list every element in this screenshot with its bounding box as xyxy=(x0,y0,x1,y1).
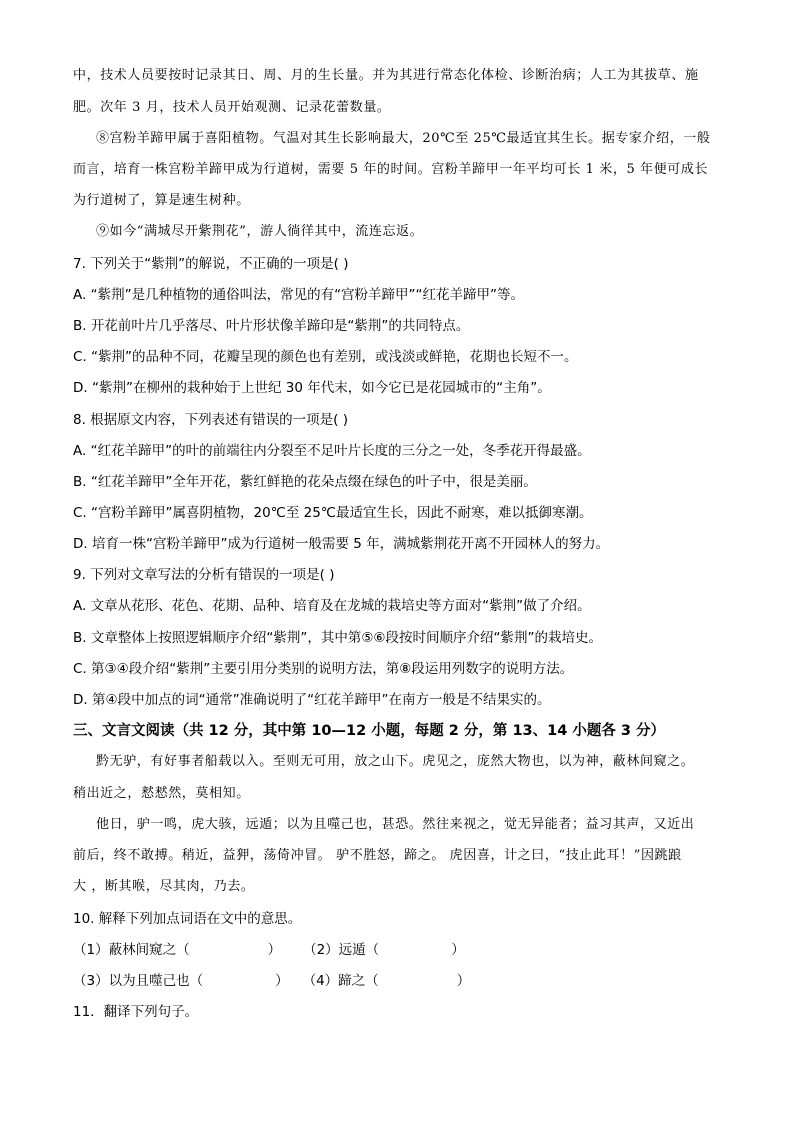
question-9-stem: 9. 下列对文章写法的分析有错误的一项是( ) xyxy=(73,567,335,583)
question-8-option-a: A. “红花羊蹄甲”的叶的前端往内分裂至不足叶片长度的三分之一处，冬季花开得最盛。 xyxy=(73,443,591,459)
question-10-item-2: （2）远遁（ xyxy=(303,942,380,958)
question-9-option-c: C. 第③④段介绍“紫荆”主要引用分类别的说明方法，第⑧段运用列数字的说明方法。 xyxy=(73,661,574,677)
classical-text: 前后，终不敢搏。稍近，益狎，荡倚冲冒。 驴不胜怒，蹄之。 虎因喜，计之曰，“技止此耳！”因跳踉 xyxy=(73,848,682,863)
question-10-stem: 10. 解释下列加点词语在文中的意思。 xyxy=(73,911,302,927)
question-10-item-3: （3）以为且噬己也（ xyxy=(73,973,204,989)
question-10-item-4: （4）蹄之（ xyxy=(302,973,379,989)
question-11-stem: 11．翻译下列句子。 xyxy=(73,1004,199,1020)
passage-text: 为行道树了，算是速生树种。 xyxy=(73,193,250,208)
passage-text: 中，技术人员要按时记录其日、周、月的生长量。并为其进行常态化体检、诊断治病；人工为其拔草、施 xyxy=(73,68,699,83)
question-7-option-c: C. “紫荆”的品种不同，花瓣呈现的颜色也有差别，或浅淡或鲜艳，花期也长短不一。 xyxy=(73,349,578,365)
passage-text: 而言，培育一株宫粉羊蹄甲成为行道树，需要 5 年的时间。宫粉羊蹄甲一年平均可长 1 米，5 年便可成长 xyxy=(73,162,709,177)
passage-text: 肥。次年 3 月，技术人员开始观测、记录花蕾数量。 xyxy=(73,100,391,115)
question-7-stem: 7. 下列关于“紫荆”的解说，不正确的一项是( ) xyxy=(73,256,349,272)
classical-text: 大 ，断其喉，尽其肉，乃去。 xyxy=(73,879,255,894)
question-9-option-d: D. 第④段中加点的词“通常”准确说明了“红花羊蹄甲”在南方一般是不结果实的。 xyxy=(73,692,551,708)
question-9-option-a: A. 文章从花形、花色、花期、品种、培育及在龙城的栽培史等方面对“紫荆”做了介绍。 xyxy=(73,598,591,614)
question-7-option-b: B. 开花前叶片几乎落尽、叶片形状像羊蹄印是“紫荆”的共同特点。 xyxy=(73,318,470,334)
passage-paragraph-9: ⑨如今“满城尽开紫荆花”，游人徜徉其中，流连忘返。 xyxy=(96,224,424,239)
question-8-option-c: C. “宫粉羊蹄甲”属喜阴植物，20℃至 25℃最适宜生长，因此不耐寒，难以抵御寒潮。 xyxy=(73,505,593,521)
classical-text-paragraph-1: 黔无驴，有好事者船载以入。至则无可用，放之山下。虎见之，庞然大物也，以为神，蔽林间窥之。 xyxy=(96,754,695,769)
question-8-option-d: D. 培育一株“宫粉羊蹄甲”成为行道树一般需要 5 年，满城紫荆花开离不开园林人的努力。 xyxy=(73,536,610,552)
question-8-stem: 8. 根据原文内容，下列表述有错误的一项是( ) xyxy=(73,412,348,428)
question-7-option-d: D. “紫荆”在柳州的栽种始于上世纪 30 年代末，如今它已是花园城市的“主角”。 xyxy=(73,380,551,396)
passage-paragraph-8: ⑧宫粉羊蹄甲属于喜阳植物。气温对其生长影响最大，20℃至 25℃最适宜其生长。据专家介绍，一般 xyxy=(96,131,711,146)
question-10-items-row-2: （3）以为且噬己也（ ） （4）蹄之（ ） xyxy=(73,973,471,989)
question-9-option-b: B. 文章整体上按照逻辑顺序介绍“紫荆”，其中第⑤⑥段按时间顺序介绍“紫荆”的栽培史。 xyxy=(73,630,603,646)
section-3-heading: 三、文言文阅读（共 12 分，其中第 10—12 小题，每题 2 分，第 13、14 小题各 3 分） xyxy=(73,723,666,739)
classical-text-paragraph-2: 他日，驴一鸣，虎大骇，远遁；以为且噬己也，甚恐。然往来视之，觉无异能者；益习其声，又近出 xyxy=(96,817,695,832)
question-10-item-1: （1）蔽林间窥之（ xyxy=(73,942,190,958)
question-7-option-a: A. “紫荆”是几种植物的通俗叫法，常见的有“宫粉羊蹄甲”“红花羊蹄甲”等。 xyxy=(73,287,525,303)
question-8-option-b: B. “红花羊蹄甲”全年开花，紫红鲜艳的花朵点缀在绿色的叶子中，很是美丽。 xyxy=(73,474,537,490)
classical-text: 稍出近之，慭慭然，莫相知。 xyxy=(73,786,250,801)
question-10-items-row-1: （1）蔽林间窥之（ ） （2）远遁（ ） xyxy=(73,942,465,958)
